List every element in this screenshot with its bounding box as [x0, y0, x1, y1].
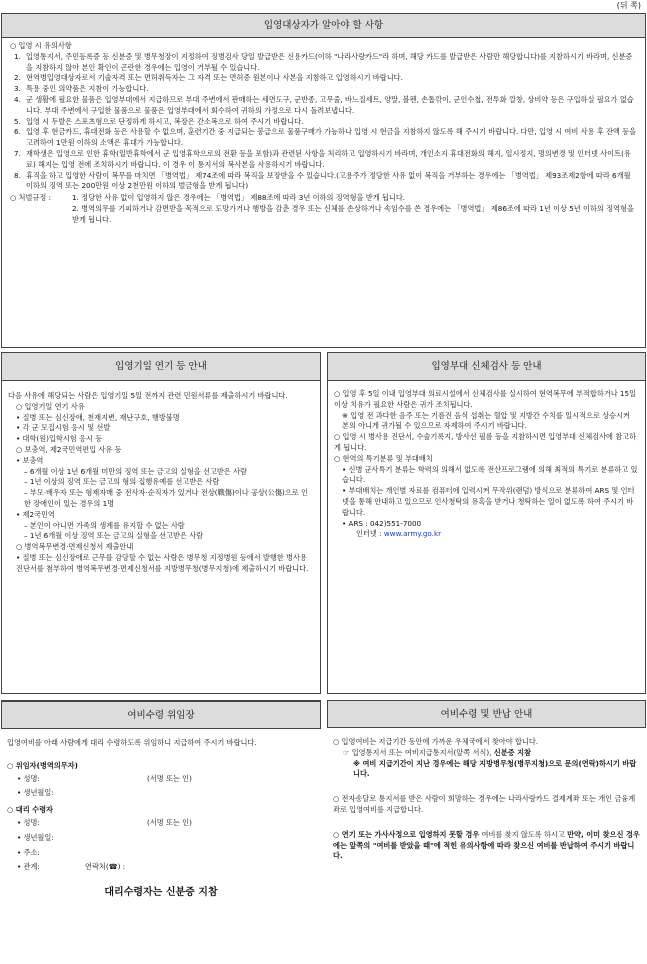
agent-address-label: • 주소:: [17, 847, 40, 857]
delay-line: ○ 보충역, 제2국민역편입 사유 등: [16, 444, 122, 454]
exam-line: • 신병 군사특기 분류는 학력의 의해서 없도록 전산프로그램에 의해 최적의 특기로 분류하고 있습니다.: [342, 464, 638, 485]
notice-item: [14, 117, 637, 128]
page-marker: (뒤 쪽): [616, 1, 641, 10]
agent-heading: ○ 대리 수령자: [7, 805, 53, 815]
notice-item-number: 5.: [14, 116, 21, 126]
proxy-section: [1, 700, 321, 962]
notice-item-number: 8.: [14, 170, 21, 180]
exam-line: ※ 입영 전 과다한 음주 또는 기름진 음식 섭취는 혈압 및 지방간 수치를 일시적으로 상승시켜 본의 아니게 귀가될 수 있으므로 자제하여 주시기 바랍니다.: [342, 410, 630, 431]
delay-line: – 1년 6개월 이상 징역 또는 금고의 실형을 선고받은 사람: [24, 531, 204, 541]
notice-item-text: 입영 후 현금카드, 휴대전화 등은 사용할 수 없으며, 훈련기간 중 지급되는 봉급으로 물품구매가 가능하나 입영 시 현금을 지참하지 않도록 해 주시기 바랍니다. 다만, 입영 시 여비 사용 후 잔액 등을 고려하여 1만원 이하의 소액은 휴대가 가능합니다.: [26, 127, 637, 148]
notice-item-number: 4.: [14, 94, 21, 104]
delegator-heading: ○ 위임자(병역의무자): [7, 760, 78, 770]
exam-section: [327, 352, 646, 694]
notice-item: [14, 149, 637, 171]
notice-subheading: ○ 입영 시 유의사항: [10, 41, 72, 50]
notice-item: [14, 73, 637, 84]
delegator-birth-label: • 생년월일:: [17, 788, 54, 798]
notice-item-number: 3.: [14, 84, 21, 94]
travel-line-2: ☞ 입영통지서 또는 여비지급통지서(앞쪽 서식),: [343, 747, 494, 757]
notice-item-text: 군 생활에 필요한 물품은 입영부대에서 지급하므로 부대 주변에서 판매하는 세면도구, 군반종, 고무줄, 바느질세트, 양말, 볼펜, 손톱깎이, 군인수첩, 전투화 깔창, 상비약 등은 구입하실 필요가 없습니다. 부대 주변에서 구입한 물품으로 물품은 입영부대에서 회수하여 귀하의 가정으로 다시 돌려보냅니다.: [26, 94, 634, 115]
notice-item-text: 휴직을 하고 입영한 사람이 복무를 마치면 「병역법」 제74조에 따라 복직을 보장받을 수 있습니다.(고용주가 정당한 사유 없이 복직을 거부하는 경우에는 「병역법」 제93조제2항에 따라 6개월 이하의 징역 또는 200만원 이상 2천만원 이하의 벌금형을 받게 됩니다): [26, 170, 631, 191]
travel-id-note: 신분증 지참: [493, 747, 531, 757]
travel-line-3: ※ 여비 지급기간이 지난 경우에는 해당 지방병무청(병무지청)으로 문의(연락)하시기 바랍니다.: [353, 758, 637, 779]
travel-title: 여비수령 및 반납 안내: [327, 700, 646, 728]
travel-line-4: ○ 전자송달로 통지서를 받은 사람이 희망하는 경우에는 나라사랑카드 결제계좌 또는 개인 금융계좌로 입영여비를 지급합니다.: [333, 794, 636, 814]
travel-line-5a: ○ 연기 또는 가사사정으로 입영하지 못할 경우: [333, 829, 480, 839]
delay-line: – 본인이 아니면 가족의 생계를 유지할 수 없는 사람: [24, 520, 185, 530]
notice-item: [14, 52, 637, 74]
agent-contact-label: 연락처(☎) :: [85, 862, 126, 872]
travel-line-5c: 만약, 이미 찾으신 경우에는 앞쪽의 "여비를 받았을 때"에 적힌 유의사항에 따라 찾으신 여비를 반납하여 주시기 바랍니다.: [333, 829, 640, 861]
delay-line: ○ 병역복무변경·면제신청서 제출안내: [16, 542, 134, 552]
delay-section: [1, 352, 321, 694]
exam-line: • ARS : 042)551-7000: [342, 518, 422, 528]
travel-line-1: ○ 입영여비는 지급기간 동안에 가까운 우체국에서 찾아야 합니다.: [333, 737, 539, 746]
travel-line-5b: 여비를 찾지 않도록 하시고: [479, 829, 568, 839]
delay-line: • 질병 또는 심신장애, 천재지변, 재난구호, 행방불명: [16, 412, 180, 422]
proxy-intro: 입영여비를 아래 사람에게 대리 수령하도록 위임하니 지급하여 주시기 바랍니다.: [7, 738, 257, 747]
delay-line: – 1년 이상의 징역 또는 금고의 형의 집행유예를 선고받은 사람: [24, 477, 220, 487]
notice-item: [14, 127, 637, 149]
notice-section: [1, 13, 646, 348]
notice-item-text: 입영 시 두발은 스포츠형으로 단정하게 하시고, 복장은 간소복으로 하여 주시기 바랍니다.: [26, 116, 304, 126]
delegator-name-label: • 성명:: [17, 773, 40, 783]
travel-section: [327, 700, 646, 962]
exam-line: • 부대배치는 개인별 자료를 컴퓨터에 입력시켜 무작위(랜덤) 방식으로 분류하여 ARS 및 인터넷을 통해 안내하고 있으므로 인사청탁의 유혹을 받거나 청탁하는 일이 없도록 하여 주시기 바랍니다.: [342, 486, 635, 517]
notice-item-text: 현역병입영대상자로서 기술자격 또는 면허취득자는 그 자격 또는 면허증 원본이나 사본을 지참하고 입영하시기 바랍니다.: [26, 73, 403, 83]
delay-line: • 대학(원)입학시험 응시 등: [16, 434, 103, 444]
exam-line: ○ 현역의 특기분류 및 부대배치: [334, 453, 433, 463]
delay-line: • 보충역: [16, 455, 44, 465]
notice-item-number: 6.: [14, 127, 21, 137]
delay-line: • 제2국민역: [16, 509, 55, 519]
delay-line: – 6개월 이상 1년 6개월 미만의 징역 또는 금고의 실형을 선고받은 사람: [24, 466, 247, 476]
delay-line: – 부모·배우자 또는 형제자매 중 전사자·순직자가 있거나 전상(戰傷)이나 공상(公傷)으로 인한 장애인이 있는 경우의 1명: [24, 488, 308, 508]
proxy-title: 여비수령 위임장: [1, 701, 321, 729]
delay-intro: 다음 사유에 해당되는 사람은 입영기일 5일 전까지 관련 민원서류를 제출하시기 바랍니다.: [8, 391, 288, 400]
notice-item: [14, 84, 637, 95]
delay-line: ○ 입영기일 연기 사유: [16, 401, 85, 411]
notice-item: [14, 95, 637, 117]
agent-relation-label: • 관계:: [17, 862, 40, 872]
notice-list: [10, 52, 637, 192]
notice-item-text: 입영통지서, 주민등록증 등 신분증 및 병무청장이 지정하여 징병검사 당일 발급받은 신용카드(이하 "나라사랑카드"라 하며, 해당 카드를 발급받은 사람만 해당합니다)를 지참하시기 바라며, 신분증을 지참하지 않아 본인 확인이 곤란한 경우에는 입영이 거부될 수 있습니다.: [26, 51, 633, 72]
notice-item-number: 2.: [14, 73, 21, 83]
penalty-label: ○ 처벌규정 :: [10, 193, 52, 203]
agent-sign-note: (서명 또는 인): [147, 817, 192, 827]
notice-item-number: 1.: [14, 51, 21, 61]
notice-item-number: 7.: [14, 148, 21, 158]
exam-title: 입영부대 신체검사 등 안내: [328, 353, 645, 381]
delay-line: • 각 군 모집시험 응시 및 선발: [16, 423, 111, 433]
exam-line: ○ 입영 시 병사용 진단서, 수술기록지, 방사선 필름 등을 지참하시면 입영부대 신체검사에 참고하게 됩니다.: [334, 432, 637, 452]
penalty-2: 2. 병역의무를 기피하거나 감면받을 목적으로 도망가거나 행방을 감춘 경우 또는 신체를 손상하거나 속임수를 쓴 경우에는 「병역법」 제86조에 따라 1년 이상 5년 이하의 징역형을 받게 됩니다.: [72, 203, 634, 224]
penalty-1: 1. 정당한 사유 없이 입영하지 않은 경우에는 「병역법」 제88조에 따라 3년 이하의 징역형을 받게 됩니다.: [72, 193, 406, 203]
notice-title: 입영대상자가 알아야 할 사항: [2, 14, 645, 38]
agent-birth-label: • 생년월일:: [17, 832, 54, 842]
web-label: 인터넷 :: [356, 529, 382, 539]
exam-line: ○ 입영 후 5일 이내 입영부대 의료시설에서 신체검사를 실시하여 현역복무에 부적합하거나 15일 이상 치유가 필요한 사람은 귀가 조치됩니다.: [334, 389, 637, 409]
delay-title: 입영기일 연기 등 안내: [2, 353, 320, 381]
agent-name-label: • 성명:: [17, 817, 40, 827]
delegator-sign-note: (서명 또는 인): [147, 773, 192, 783]
notice-item: [14, 171, 637, 193]
notice-item-text: 재학생은 입영으로 인한 휴학(일반휴학에서 군 입영휴학으로의 전환 등을 포함)과 관련된 사항을 처리하고 입영하시기 바라며, 개인소지 휴대전화의 해지, 일시정지, 명의변경 및 인터넷 사이트(유료) 해지는 입영 전에 조치하시기 바랍니다. 이 경우 이 통지서의 복사본을 사용하시기 바랍니다.: [26, 148, 631, 169]
notice-item-text: 특용 중인 의약품은 지참이 가능합니다.: [26, 84, 149, 94]
army-website-link[interactable]: www.army.go.kr: [383, 529, 442, 539]
delay-line: • 질병 또는 심신장애로 근무를 감당할 수 없는 사람은 병무청 지정병원 등에서 발행한 병사용 진단서를 첨부하여 병역복무변경·면제신청서를 지방병무청(병무지청)에 제출하시기 바랍니다.: [16, 552, 309, 573]
proxy-footer: 대리수령자는 신분증 지참: [104, 887, 218, 899]
